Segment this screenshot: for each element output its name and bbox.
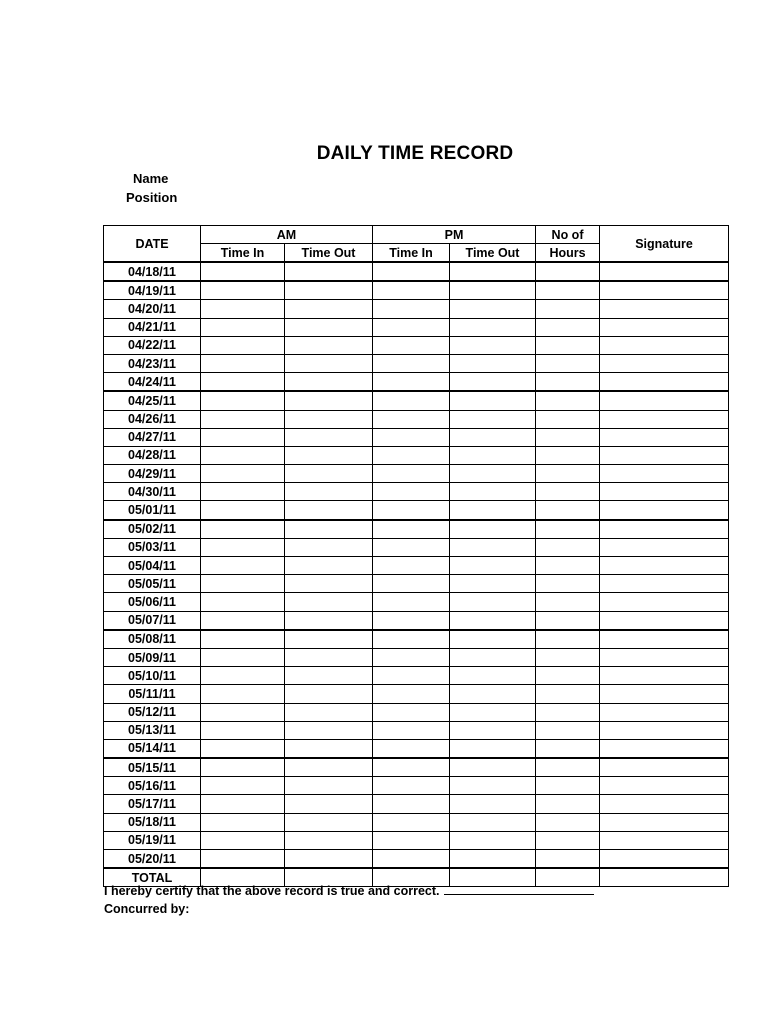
pm-time-out-cell[interactable] xyxy=(450,721,536,739)
table-row xyxy=(104,538,729,556)
hours-cell[interactable] xyxy=(536,850,600,869)
table-row xyxy=(104,630,729,649)
am-time-in-cell[interactable] xyxy=(201,354,285,372)
hours-cell[interactable] xyxy=(536,777,600,795)
hours-cell[interactable] xyxy=(536,520,600,539)
table-row xyxy=(104,262,729,281)
pm-time-in-cell[interactable] xyxy=(373,410,450,428)
date-cell: 05/08/11 xyxy=(104,630,201,649)
table-row xyxy=(104,575,729,593)
am-time-out-cell[interactable] xyxy=(285,354,373,372)
signature-cell[interactable] xyxy=(600,391,729,410)
pm-time-out-cell[interactable] xyxy=(450,630,536,649)
am-time-in-cell[interactable] xyxy=(201,685,285,703)
hours-cell[interactable] xyxy=(536,648,600,666)
concurred-by-label: Concurred by: xyxy=(104,902,190,916)
am-time-in-cell[interactable] xyxy=(201,575,285,593)
am-time-out-cell[interactable] xyxy=(285,739,373,758)
date-cell: 04/19/11 xyxy=(104,281,201,300)
pm-time-in-header: Time In xyxy=(373,244,450,263)
pm-time-out-cell[interactable] xyxy=(450,300,536,318)
pm-time-out-cell[interactable] xyxy=(450,262,536,281)
signature-cell[interactable] xyxy=(600,758,729,777)
am-time-in-cell[interactable] xyxy=(201,703,285,721)
pm-time-out-cell[interactable] xyxy=(450,758,536,777)
am-time-out-cell[interactable] xyxy=(285,721,373,739)
am-time-out-cell[interactable] xyxy=(285,410,373,428)
no-of-header: No of xyxy=(536,226,600,244)
signature-cell[interactable] xyxy=(600,373,729,392)
hours-cell[interactable] xyxy=(536,428,600,446)
table-row xyxy=(104,300,729,318)
hours-cell[interactable] xyxy=(536,611,600,630)
table-row xyxy=(104,703,729,721)
am-time-out-cell[interactable] xyxy=(285,262,373,281)
hours-cell[interactable] xyxy=(536,300,600,318)
am-time-out-cell[interactable] xyxy=(285,648,373,666)
table-row xyxy=(104,428,729,446)
am-time-out-cell[interactable] xyxy=(285,611,373,630)
am-time-out-cell[interactable] xyxy=(285,300,373,318)
pm-time-in-cell[interactable] xyxy=(373,446,450,464)
table-row xyxy=(104,501,729,520)
signature-cell[interactable] xyxy=(600,538,729,556)
signature-cell[interactable] xyxy=(600,575,729,593)
pm-time-out-cell[interactable] xyxy=(450,318,536,336)
pm-time-out-cell[interactable] xyxy=(450,446,536,464)
date-cell: 05/07/11 xyxy=(104,611,201,630)
pm-time-in-cell[interactable] xyxy=(373,593,450,611)
hours-cell[interactable] xyxy=(536,281,600,300)
signature-cell[interactable] xyxy=(600,501,729,520)
am-time-in-cell[interactable] xyxy=(201,410,285,428)
pm-time-in-cell[interactable] xyxy=(373,611,450,630)
total-label: TOTAL xyxy=(104,868,201,887)
hours-cell[interactable] xyxy=(536,501,600,520)
am-time-out-cell[interactable] xyxy=(285,428,373,446)
signature-cell[interactable] xyxy=(600,446,729,464)
signature-cell[interactable] xyxy=(600,850,729,869)
pm-time-in-cell[interactable] xyxy=(373,520,450,539)
am-time-in-cell[interactable] xyxy=(201,428,285,446)
pm-time-in-cell[interactable] xyxy=(373,575,450,593)
pm-time-out-cell[interactable] xyxy=(450,428,536,446)
am-time-out-cell[interactable] xyxy=(285,795,373,813)
certification-statement xyxy=(104,882,594,898)
pm-time-out-cell[interactable] xyxy=(450,354,536,372)
am-time-in-cell[interactable] xyxy=(201,300,285,318)
hours-cell[interactable] xyxy=(536,721,600,739)
date-cell: 04/22/11 xyxy=(104,336,201,354)
signature-cell[interactable] xyxy=(600,831,729,849)
pm-time-in-cell[interactable] xyxy=(373,557,450,575)
date-cell: 05/06/11 xyxy=(104,593,201,611)
table-row xyxy=(104,373,729,392)
am-header: AM xyxy=(201,226,373,244)
table-row xyxy=(104,850,729,869)
am-time-out-cell[interactable] xyxy=(285,685,373,703)
table-row xyxy=(104,648,729,666)
pm-time-in-cell[interactable] xyxy=(373,391,450,410)
signature-cell[interactable] xyxy=(600,703,729,721)
am-time-in-cell[interactable] xyxy=(201,593,285,611)
signature-cell[interactable] xyxy=(600,795,729,813)
time-record-table xyxy=(103,225,729,887)
am-time-in-cell[interactable] xyxy=(201,336,285,354)
hours-cell[interactable] xyxy=(536,813,600,831)
pm-time-out-cell[interactable] xyxy=(450,465,536,483)
date-cell: 04/25/11 xyxy=(104,391,201,410)
table-row xyxy=(104,557,729,575)
am-time-out-cell[interactable] xyxy=(285,465,373,483)
signature-cell[interactable] xyxy=(600,648,729,666)
pm-time-out-cell[interactable] xyxy=(450,520,536,539)
pm-time-in-cell[interactable] xyxy=(373,777,450,795)
pm-time-in-cell[interactable] xyxy=(373,648,450,666)
am-time-out-cell[interactable] xyxy=(285,703,373,721)
date-cell: 05/13/11 xyxy=(104,721,201,739)
hours-cell[interactable] xyxy=(536,391,600,410)
am-time-in-cell[interactable] xyxy=(201,465,285,483)
pm-time-in-cell[interactable] xyxy=(373,703,450,721)
table-row xyxy=(104,391,729,410)
date-cell: 05/10/11 xyxy=(104,667,201,685)
am-time-in-cell[interactable] xyxy=(201,630,285,649)
hours-cell[interactable] xyxy=(536,739,600,758)
pm-time-in-cell[interactable] xyxy=(373,795,450,813)
pm-time-in-cell[interactable] xyxy=(373,262,450,281)
am-time-in-cell[interactable] xyxy=(201,391,285,410)
pm-time-out-cell[interactable] xyxy=(450,501,536,520)
am-time-out-cell[interactable] xyxy=(285,575,373,593)
table-row xyxy=(104,593,729,611)
table-row xyxy=(104,483,729,501)
date-cell: 05/03/11 xyxy=(104,538,201,556)
document-title: DAILY TIME RECORD xyxy=(316,143,514,164)
am-time-out-cell[interactable] xyxy=(285,777,373,795)
pm-time-in-cell[interactable] xyxy=(373,373,450,392)
pm-time-in-cell[interactable] xyxy=(373,538,450,556)
date-cell: 05/01/11 xyxy=(104,501,201,520)
am-time-in-cell[interactable] xyxy=(201,557,285,575)
am-time-in-cell[interactable] xyxy=(201,520,285,539)
hours-header: Hours xyxy=(536,244,600,263)
signature-cell[interactable] xyxy=(600,465,729,483)
am-time-in-cell[interactable] xyxy=(201,483,285,501)
date-cell: 04/28/11 xyxy=(104,446,201,464)
table-row xyxy=(104,813,729,831)
am-time-out-cell[interactable] xyxy=(285,373,373,392)
am-time-out-cell[interactable] xyxy=(285,391,373,410)
pm-time-in-cell[interactable] xyxy=(373,721,450,739)
date-cell: 05/18/11 xyxy=(104,813,201,831)
table-row xyxy=(104,281,729,300)
pm-time-in-cell[interactable] xyxy=(373,354,450,372)
hours-cell[interactable] xyxy=(536,557,600,575)
table-row xyxy=(104,777,729,795)
table-row xyxy=(104,721,729,739)
am-time-out-cell[interactable] xyxy=(285,593,373,611)
hours-cell[interactable] xyxy=(536,465,600,483)
date-cell: 04/29/11 xyxy=(104,465,201,483)
date-cell: 04/30/11 xyxy=(104,483,201,501)
pm-time-in-cell[interactable] xyxy=(373,281,450,300)
hours-cell[interactable] xyxy=(536,354,600,372)
signature-cell[interactable] xyxy=(600,336,729,354)
hours-cell[interactable] xyxy=(536,831,600,849)
hours-cell[interactable] xyxy=(536,336,600,354)
pm-time-out-cell[interactable] xyxy=(450,739,536,758)
pm-time-out-cell[interactable] xyxy=(450,281,536,300)
date-cell: 04/26/11 xyxy=(104,410,201,428)
table-row xyxy=(104,685,729,703)
am-time-in-cell[interactable] xyxy=(201,813,285,831)
signature-cell[interactable] xyxy=(600,739,729,758)
pm-time-out-cell[interactable] xyxy=(450,685,536,703)
pm-time-in-cell[interactable] xyxy=(373,850,450,869)
signature-cell[interactable] xyxy=(600,777,729,795)
hours-cell[interactable] xyxy=(536,685,600,703)
signature-cell[interactable] xyxy=(600,667,729,685)
date-cell: 04/23/11 xyxy=(104,354,201,372)
am-time-in-cell[interactable] xyxy=(201,373,285,392)
date-cell: 05/05/11 xyxy=(104,575,201,593)
signature-cell[interactable] xyxy=(600,281,729,300)
am-time-in-cell[interactable] xyxy=(201,281,285,300)
signature-cell[interactable] xyxy=(600,611,729,630)
hours-cell[interactable] xyxy=(536,446,600,464)
date-cell: 05/20/11 xyxy=(104,850,201,869)
date-cell: 04/24/11 xyxy=(104,373,201,392)
hours-cell[interactable] xyxy=(536,795,600,813)
am-time-out-header: Time Out xyxy=(285,244,373,263)
certify-signature-line[interactable] xyxy=(444,882,594,895)
pm-time-in-cell[interactable] xyxy=(373,336,450,354)
am-time-in-cell[interactable] xyxy=(201,667,285,685)
am-time-in-cell[interactable] xyxy=(201,318,285,336)
pm-time-out-cell[interactable] xyxy=(450,667,536,685)
signature-cell[interactable] xyxy=(600,354,729,372)
hours-cell[interactable] xyxy=(536,593,600,611)
am-time-out-cell[interactable] xyxy=(285,630,373,649)
am-time-in-cell[interactable] xyxy=(201,850,285,869)
am-time-out-cell[interactable] xyxy=(285,336,373,354)
hours-cell[interactable] xyxy=(536,538,600,556)
am-time-out-cell[interactable] xyxy=(285,850,373,869)
pm-time-out-cell[interactable] xyxy=(450,391,536,410)
signature-total[interactable] xyxy=(600,868,729,887)
pm-time-in-cell[interactable] xyxy=(373,501,450,520)
signature-cell[interactable] xyxy=(600,685,729,703)
date-cell: 05/19/11 xyxy=(104,831,201,849)
pm-time-out-cell[interactable] xyxy=(450,611,536,630)
pm-time-out-cell[interactable] xyxy=(450,703,536,721)
pm-time-out-cell[interactable] xyxy=(450,483,536,501)
hours-cell[interactable] xyxy=(536,262,600,281)
date-cell: 04/21/11 xyxy=(104,318,201,336)
date-cell: 05/02/11 xyxy=(104,520,201,539)
table-row xyxy=(104,831,729,849)
pm-time-out-cell[interactable] xyxy=(450,575,536,593)
pm-time-out-cell[interactable] xyxy=(450,777,536,795)
am-time-in-cell[interactable] xyxy=(201,262,285,281)
pm-time-out-cell[interactable] xyxy=(450,336,536,354)
hours-cell[interactable] xyxy=(536,575,600,593)
pm-time-out-header: Time Out xyxy=(450,244,536,263)
date-cell: 05/16/11 xyxy=(104,777,201,795)
am-time-out-cell[interactable] xyxy=(285,538,373,556)
hours-cell[interactable] xyxy=(536,703,600,721)
am-time-in-cell[interactable] xyxy=(201,721,285,739)
pm-time-in-cell[interactable] xyxy=(373,739,450,758)
date-header: DATE xyxy=(104,226,201,263)
time-record-body xyxy=(104,262,729,887)
signature-cell[interactable] xyxy=(600,483,729,501)
signature-cell[interactable] xyxy=(600,428,729,446)
am-time-in-cell[interactable] xyxy=(201,795,285,813)
table-row xyxy=(104,318,729,336)
am-time-in-cell[interactable] xyxy=(201,831,285,849)
am-time-out-cell[interactable] xyxy=(285,501,373,520)
am-time-in-cell[interactable] xyxy=(201,501,285,520)
date-cell: 05/12/11 xyxy=(104,703,201,721)
am-time-out-cell[interactable] xyxy=(285,520,373,539)
pm-time-in-cell[interactable] xyxy=(373,483,450,501)
pm-time-in-cell[interactable] xyxy=(373,630,450,649)
signature-cell[interactable] xyxy=(600,813,729,831)
table-row xyxy=(104,611,729,630)
signature-header: Signature xyxy=(600,226,729,263)
am-time-out-cell[interactable] xyxy=(285,758,373,777)
date-cell: 05/17/11 xyxy=(104,795,201,813)
pm-time-in-cell[interactable] xyxy=(373,318,450,336)
am-time-out-cell[interactable] xyxy=(285,831,373,849)
table-row xyxy=(104,758,729,777)
table-row xyxy=(104,739,729,758)
name-label: Name xyxy=(133,171,169,186)
am-time-in-cell[interactable] xyxy=(201,538,285,556)
am-time-in-cell[interactable] xyxy=(201,446,285,464)
am-time-out-cell[interactable] xyxy=(285,557,373,575)
hours-cell[interactable] xyxy=(536,630,600,649)
am-time-in-cell[interactable] xyxy=(201,648,285,666)
table-row xyxy=(104,354,729,372)
signature-cell[interactable] xyxy=(600,557,729,575)
table-row xyxy=(104,446,729,464)
table-row xyxy=(104,520,729,539)
am-time-in-cell[interactable] xyxy=(201,777,285,795)
pm-time-out-cell[interactable] xyxy=(450,557,536,575)
certify-text: I hereby certify that the above record is true and correct. xyxy=(104,884,440,898)
am-time-out-cell[interactable] xyxy=(285,667,373,685)
pm-header: PM xyxy=(373,226,536,244)
hours-cell[interactable] xyxy=(536,410,600,428)
am-time-in-cell[interactable] xyxy=(201,758,285,777)
table-row xyxy=(104,795,729,813)
pm-time-out-cell[interactable] xyxy=(450,831,536,849)
pm-time-in-cell[interactable] xyxy=(373,465,450,483)
am-time-out-cell[interactable] xyxy=(285,281,373,300)
am-time-in-cell[interactable] xyxy=(201,739,285,758)
pm-time-out-cell[interactable] xyxy=(450,593,536,611)
am-time-out-cell[interactable] xyxy=(285,318,373,336)
pm-time-out-cell[interactable] xyxy=(450,813,536,831)
signature-cell[interactable] xyxy=(600,593,729,611)
date-cell: 05/11/11 xyxy=(104,685,201,703)
pm-time-out-cell[interactable] xyxy=(450,538,536,556)
pm-time-in-cell[interactable] xyxy=(373,758,450,777)
am-time-in-header: Time In xyxy=(201,244,285,263)
date-cell: 05/09/11 xyxy=(104,648,201,666)
date-cell: 04/27/11 xyxy=(104,428,201,446)
signature-cell[interactable] xyxy=(600,520,729,539)
pm-time-in-cell[interactable] xyxy=(373,428,450,446)
signature-cell[interactable] xyxy=(600,721,729,739)
table-row xyxy=(104,410,729,428)
hours-cell[interactable] xyxy=(536,373,600,392)
pm-time-in-cell[interactable] xyxy=(373,300,450,318)
pm-time-in-cell[interactable] xyxy=(373,667,450,685)
date-cell: 04/20/11 xyxy=(104,300,201,318)
position-label: Position xyxy=(126,190,178,205)
date-cell: 05/14/11 xyxy=(104,739,201,758)
hours-cell[interactable] xyxy=(536,667,600,685)
hours-cell[interactable] xyxy=(536,758,600,777)
date-cell: 04/18/11 xyxy=(104,262,201,281)
date-cell: 05/04/11 xyxy=(104,557,201,575)
table-row xyxy=(104,667,729,685)
hours-cell[interactable] xyxy=(536,483,600,501)
signature-cell[interactable] xyxy=(600,300,729,318)
pm-time-in-cell[interactable] xyxy=(373,685,450,703)
signature-cell[interactable] xyxy=(600,262,729,281)
table-row xyxy=(104,465,729,483)
am-time-out-cell[interactable] xyxy=(285,446,373,464)
date-cell: 05/15/11 xyxy=(104,758,201,777)
signature-cell[interactable] xyxy=(600,630,729,649)
table-row xyxy=(104,336,729,354)
signature-cell[interactable] xyxy=(600,318,729,336)
am-time-out-cell[interactable] xyxy=(285,813,373,831)
am-time-in-cell[interactable] xyxy=(201,611,285,630)
pm-time-out-cell[interactable] xyxy=(450,795,536,813)
pm-time-out-cell[interactable] xyxy=(450,850,536,869)
pm-time-out-cell[interactable] xyxy=(450,373,536,392)
pm-time-out-cell[interactable] xyxy=(450,410,536,428)
hours-cell[interactable] xyxy=(536,318,600,336)
pm-time-in-cell[interactable] xyxy=(373,813,450,831)
signature-cell[interactable] xyxy=(600,410,729,428)
pm-time-out-cell[interactable] xyxy=(450,648,536,666)
am-time-out-cell[interactable] xyxy=(285,483,373,501)
pm-time-in-cell[interactable] xyxy=(373,831,450,849)
